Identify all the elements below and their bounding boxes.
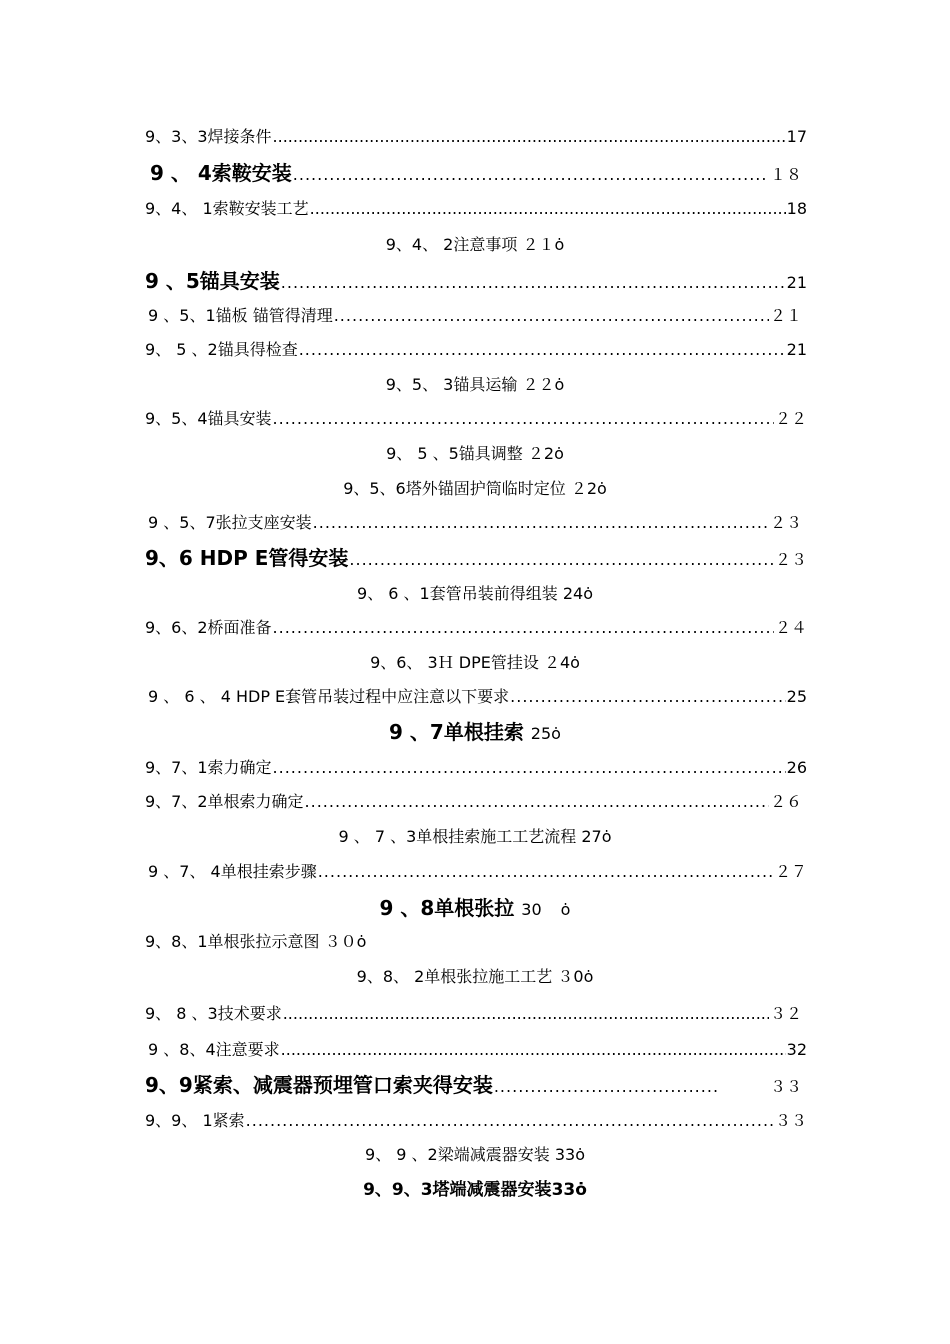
toc-entry[interactable] xyxy=(148,306,802,326)
toc-entry-page: ２2 xyxy=(527,444,555,463)
end-mark: ȯ xyxy=(583,967,594,986)
toc-leader-dots xyxy=(510,687,785,707)
toc-entry-title: 9、7、1索力确定 xyxy=(145,758,272,777)
toc-entry-page: ３０ xyxy=(324,932,357,951)
toc-entry[interactable] xyxy=(145,546,807,572)
toc-entry[interactable] xyxy=(0,584,950,604)
toc-entry-title: 9、5、6塔外锚固护筒临时定位 xyxy=(343,479,566,498)
toc-entry-title: 9 、5、7张拉支座安装 xyxy=(148,513,312,532)
toc-entry[interactable] xyxy=(148,513,802,533)
end-mark: ȯ xyxy=(554,375,565,394)
toc-entry[interactable] xyxy=(145,199,807,219)
toc-entry-page: 25 xyxy=(530,724,552,743)
end-mark: ȯ xyxy=(597,479,607,498)
toc-entry-title: 9、6、 3Ｈ DPE管挂设 xyxy=(370,653,539,672)
toc-entry-page: 17 xyxy=(786,127,807,146)
toc-entry-page: 27 xyxy=(581,827,602,846)
toc-leader-dots xyxy=(494,1075,720,1099)
toc-entry-page: 18 xyxy=(786,199,807,218)
toc-entry-page: ２１ xyxy=(522,235,555,254)
end-mark: ȯ xyxy=(570,653,580,672)
toc-entry[interactable] xyxy=(0,235,950,255)
toc-entry-title: 9、4、 2注意事项 xyxy=(385,235,518,254)
toc-entry[interactable] xyxy=(0,720,950,746)
toc-entry-page: ２３ xyxy=(774,550,807,569)
end-mark: ȯ xyxy=(554,235,565,254)
toc-entry-page: ３２ xyxy=(769,1004,802,1023)
toc-leader-dots xyxy=(299,340,786,360)
toc-entry[interactable] xyxy=(145,340,807,360)
end-mark: ȯ xyxy=(554,444,564,463)
toc-leader-dots xyxy=(273,409,774,429)
toc-entry-page: 30 xyxy=(521,900,547,919)
toc-entry[interactable] xyxy=(145,1073,802,1099)
end-mark: ȯ xyxy=(575,1145,585,1164)
toc-entry[interactable] xyxy=(145,618,807,638)
toc-entry-page: １８ xyxy=(769,165,802,184)
end-mark: ȯ xyxy=(601,827,612,846)
toc-entry[interactable] xyxy=(0,479,950,499)
toc-entry-page: ３３ xyxy=(774,1111,807,1130)
toc-leader-dots xyxy=(310,199,786,219)
toc-entry-title: 9、5、4锚具安装 xyxy=(145,409,272,428)
toc-leader-dots xyxy=(273,758,786,778)
toc-entry[interactable] xyxy=(145,269,807,295)
toc-leader-dots xyxy=(313,513,769,533)
toc-entry[interactable] xyxy=(145,1004,802,1024)
toc-entry-title: 9、3、3焊接条件 xyxy=(145,127,272,146)
toc-entry-page: 32 xyxy=(786,1040,807,1059)
toc-entry-page: ２２ xyxy=(774,409,807,428)
toc-entry[interactable] xyxy=(145,932,366,952)
toc-leader-dots xyxy=(293,163,769,187)
toc-leader-dots xyxy=(273,127,786,147)
toc-entry-title: 9、7、2单根索力确定 xyxy=(145,792,304,811)
toc-entry-page: 25 xyxy=(786,687,807,706)
toc-leader-dots xyxy=(318,862,774,882)
toc-entry[interactable] xyxy=(0,653,950,673)
toc-leader-dots xyxy=(305,792,769,812)
toc-entry-page: 21 xyxy=(786,340,807,359)
toc-entry-title: 9 、8单根张拉 xyxy=(379,896,515,920)
toc-leader-dots xyxy=(281,271,786,295)
toc-entry-title: 9 、8、4注意要求 xyxy=(148,1040,280,1059)
toc-entry-page: ２７ xyxy=(774,862,807,881)
end-mark: ȯ xyxy=(575,1180,587,1200)
toc-entry-page: 33 xyxy=(551,1180,576,1200)
toc-entry-title: 9、8、1单根张拉示意图 xyxy=(145,932,320,951)
toc-entry-page: ２１ xyxy=(769,306,802,325)
toc-entry[interactable] xyxy=(0,827,950,847)
toc-entry-title: 9、9、3塔端减震器安装 xyxy=(363,1180,552,1200)
toc-entry-title: 9、8、 2单根张拉施工工艺 xyxy=(356,967,553,986)
toc-entry-title: 9 、 4索鞍安装 xyxy=(150,161,292,185)
toc-entry[interactable] xyxy=(0,967,950,987)
toc-entry[interactable] xyxy=(0,896,950,922)
end-mark: ȯ xyxy=(356,932,367,951)
toc-entry-title: 9、 9 、2梁端减震器安装 xyxy=(365,1145,550,1164)
toc-leader-dots xyxy=(283,1004,769,1024)
toc-entry-title: 9、 5 、2锚具得检查 xyxy=(145,340,298,359)
end-mark: ȯ xyxy=(583,584,593,603)
toc-entry[interactable] xyxy=(145,127,807,147)
toc-entry[interactable] xyxy=(148,687,807,707)
toc-entry-title: 9、6 HDP E管得安装 xyxy=(145,546,349,570)
toc-entry[interactable] xyxy=(145,792,802,812)
toc-entry-page: 24 xyxy=(562,584,584,603)
toc-entry[interactable] xyxy=(0,375,950,395)
toc-leader-dots xyxy=(273,618,774,638)
toc-entry-page: ３３ xyxy=(769,1077,802,1096)
end-mark: ȯ xyxy=(560,900,571,919)
toc-entry-page: ２３ xyxy=(769,513,802,532)
toc-leader-dots xyxy=(349,548,774,572)
toc-entry[interactable] xyxy=(0,1145,950,1165)
toc-leader-dots xyxy=(334,306,769,326)
toc-entry-page: ２4 xyxy=(543,653,571,672)
toc-entry[interactable] xyxy=(150,161,802,187)
toc-entry-title: 9、6、2桥面准备 xyxy=(145,618,272,637)
toc-entry[interactable] xyxy=(148,1040,807,1060)
toc-entry-page: 33 xyxy=(554,1145,576,1164)
toc-entry-title: 9 、7单根挂索 xyxy=(389,720,524,744)
toc-entry-title: 9、 5 、5锚具调整 xyxy=(386,444,523,463)
toc-entry-title: 9 、 6 、 4 HDP E套管吊装过程中应注意以下要求 xyxy=(148,687,510,706)
toc-entry-title: 9、4、 1索鞍安装工艺 xyxy=(145,199,309,218)
end-mark: ȯ xyxy=(551,724,561,743)
toc-entry-title: 9、9、 1紧索 xyxy=(145,1111,245,1130)
toc-entry[interactable] xyxy=(145,758,807,778)
toc-entry-title: 9 、 7 、3单根挂索施工工艺流程 xyxy=(338,827,577,846)
toc-entry-page: ２４ xyxy=(774,618,807,637)
toc-entry[interactable] xyxy=(145,409,807,429)
toc-entry-title: 9 、5、1锚板 锚管得清理 xyxy=(148,306,333,325)
toc-entry-page: ３0 xyxy=(557,967,584,986)
toc-entry[interactable] xyxy=(0,444,950,464)
toc-entry-title: 9、9紧索、减震器预埋管口索夹得安装 xyxy=(145,1073,493,1097)
toc-entry-page: 21 xyxy=(786,273,807,292)
toc-entry-page: ２６ xyxy=(769,792,802,811)
toc-entry-title: 9 、5锚具安装 xyxy=(145,269,280,293)
toc-leader-dots xyxy=(281,1040,786,1060)
toc-entry-page: 26 xyxy=(786,758,807,777)
toc-entry-title: 9、5、 3锚具运输 xyxy=(385,375,518,394)
toc-entry-page: ２２ xyxy=(522,375,555,394)
toc-leader-dots xyxy=(246,1111,774,1131)
toc-entry[interactable] xyxy=(148,862,807,882)
toc-entry-page: ２2 xyxy=(570,479,598,498)
toc-entry-title: 9 、7、 4单根挂索步骤 xyxy=(148,862,317,881)
toc-entry[interactable] xyxy=(0,1180,950,1200)
toc-entry-title: 9、 8 、3技术要求 xyxy=(145,1004,282,1023)
toc-entry[interactable] xyxy=(145,1111,807,1131)
toc-entry-title: 9、 6 、1套管吊装前得组装 xyxy=(357,584,558,603)
